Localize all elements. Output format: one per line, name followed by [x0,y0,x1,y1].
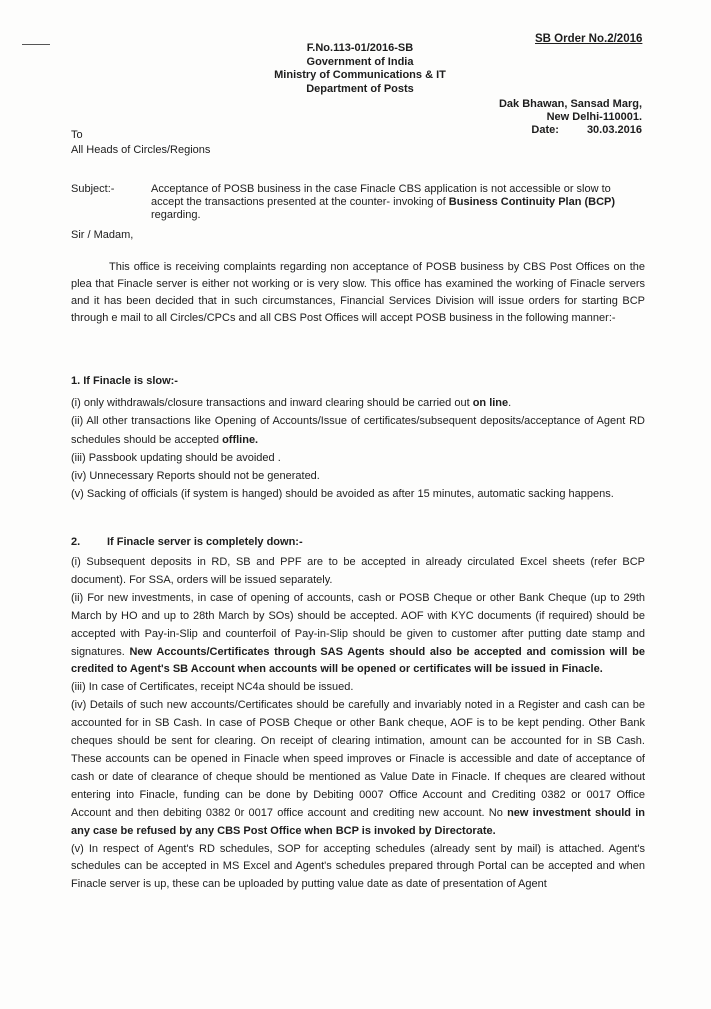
s2-item-ii-text: (ii) For new investments, in case of opening of accounts, cash or POSB Cheque or other Bank Cheque (up to 29th March by HO and up to 28th March by SOs) should be accepted. AOF with KYC documents (if required) should be accepted with Pay-in-Slip and counterfoil of Pay-in-Slip should be given to customer after putting date stamp and signatures. [71,591,645,658]
salutation: Sir / Madam, [71,229,134,241]
address-line-2: New Delhi-110001. [546,111,642,123]
date-label: Date: [531,124,559,136]
s1-item-i-end: . [508,397,512,409]
date-value: 30.03.2016 [586,124,642,136]
subject-bold: Business Continuity Plan (BCP) [448,196,616,208]
s1-item-ii-bold: offline. [222,433,259,446]
s1-item-i [71,394,645,412]
s1-item-ii [71,412,645,449]
s1-item-ii-text: (ii) All other transactions like Opening of Accounts/Issue of certificates/subsequent deposits/acceptance of Agent RD schedules should be accepted [71,415,645,446]
intro-paragraph [71,259,645,327]
letter-date [470,124,642,137]
s1-item-iii: (iii) Passbook updating should be avoided . [71,451,281,464]
address-line-1: Dak Bhawan, Sansad Marg, [498,98,642,110]
letterhead [240,42,480,96]
intro-text: This office is receiving complaints regarding non acceptance of POSB business by CBS Post Offices on the plea that Finacle server is either not working or is very slow. This office has examined the working of Finacle servers and it has been decided that in such circumstances, Financial Services Division will issue orders for starting BCP through e mail to all Circles/CPCs and all CBS Post Offices will accept POSB business in the following manner:- [71,261,645,324]
s1-item-v: (v) Sacking of officials (if system is hanged) should be avoided as after 15 minutes, automatic sacking happens. [71,488,614,501]
section-2-list [71,554,645,894]
s2-item-ii-bold: New Accounts/Certificates through SAS Agents should also be accepted and comission will be credited to Agent's SB Account when accounts will be opened or certificates will be issued in Finacle. [71,645,645,676]
subject-label: Subject:- [71,183,115,195]
section-2-number: 2. [71,536,81,548]
s1-item-i-text: (i) only withdrawals/closure transactions and inward clearing should be carried out [71,397,473,409]
subject-text [151,183,646,222]
order-number: SB Order No.2/2016 [535,33,643,45]
s2-item-ii [71,590,645,680]
s2-item-iii: (iii) In case of Certificates, receipt NC4a should be issued. [71,681,354,694]
section-1-list [71,394,645,504]
recipient: All Heads of Circles/Regions [71,144,211,156]
department-line: Department of Posts [306,82,414,95]
s2-item-iv [71,697,645,840]
file-number: F.No.113-01/2016-SB [306,42,414,54]
s2-item-i: (i) Subsequent deposits in RD, SB and PPF are to be accepted in already circulated Excel sheets (refer BCP document). For SSA, orders will be issued separately. [71,556,645,586]
section-2-heading [71,536,303,548]
margin-mark [22,44,50,45]
government-line: Government of India [306,55,414,68]
s2-item-iv-text: (iv) Details of such new accounts/Certificates should be carefully and invariably noted in a Register and cash can be accounted for in SB Cash. In case of POSB Cheque or other Bank cheque, AOF is to be kept pending. Other Bank cheques should be sent for clearing. On receipt of clearing intimation, amount can be accounted for in SB Cash. These accounts can be opened in Finacle when speed improves or Finacle is accessible and date of acceptance of cash or date of clearance of cheque should be mentioned as Value Date in Finacle. If cheques are cleared without entering into Finacle, funding can be done by Debiting 0007 Office Account and Crediting 0382 or 0017 Office Account and then debiting 0382 0r 0017 office account and crediting new account. No [71,699,645,819]
recipient-block [71,128,210,158]
s2-item-v: (v) In respect of Agent's RD schedules, SOP for accepting schedules (already sent by mail) is attached. Agent's schedules can be accepted in MS Excel and Agent's schedules prepared through Portal can be accepted and when Finacle server is up, these can be uploaded by putting value date as date of presentation of Agent [71,842,645,891]
section-1-heading: 1. If Finacle is slow:- [71,375,178,387]
section-2-title: If Finacle server is completely down:- [107,536,303,548]
ministry-line: Ministry of Communications & IT [274,69,446,81]
subject-tail: regarding. [151,209,201,221]
to-label: To [71,129,83,141]
s2-item-iv-bold: new investment should in any case be refused by any CBS Post Office when BCP is invoked by Directorate. [71,806,645,837]
s1-item-i-bold: on line [472,397,509,409]
s1-item-iv: (iv) Unnecessary Reports should not be generated. [71,470,320,483]
sender-address [470,98,642,137]
subject-body: Acceptance of POSB business in the case Finacle CBS application is not accessible or slow to accept the transactions presented at the counter- invoking of [151,183,611,208]
